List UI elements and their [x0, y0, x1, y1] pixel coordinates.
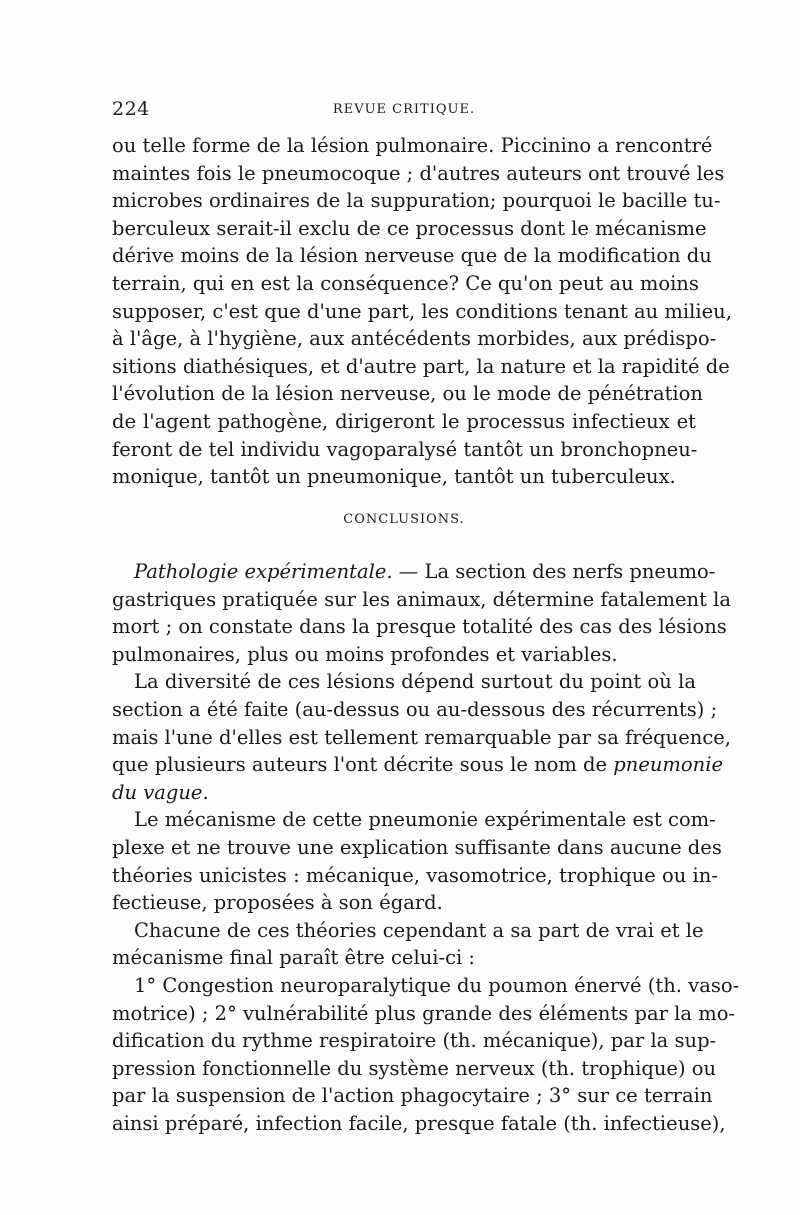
running-head [112, 96, 696, 126]
text-line [112, 779, 696, 807]
italic-heading: Pathologie expérimentale. [134, 560, 393, 583]
text-line: l'évolution de la lésion nerveuse, ou le mode de pénétration [112, 382, 703, 406]
journal-title: REVUE CRITIQUE. [332, 102, 476, 117]
text-line: Chacune de ces théories cependant a sa part de vrai et le [134, 918, 704, 942]
text-line: motrice) ; 2° vulnérabilité plus grande des éléments par la mo- [112, 1001, 736, 1025]
text-line: de l'agent pathogène, dirigeront le processus infectieux et [112, 409, 696, 433]
text-line [112, 751, 723, 779]
text-line: fectieuse, proposées à son égard. [112, 891, 443, 915]
text-line: ainsi préparé, infection facile, presque fatale (th. infectieuse), [112, 1111, 726, 1135]
text-line: maintes fois le pneumocoque ; d'autres auteurs ont trouvé les [112, 161, 725, 185]
text-line: par la suspension de l'action phagocytaire ; 3° sur ce terrain [112, 1084, 713, 1108]
text-line: La diversité de ces lésions dépend surtout du point où la [134, 670, 696, 694]
text-line: microbes ordinaires de la suppuration; pourquoi le bacille tu- [112, 189, 721, 213]
text-line: ou telle forme de la lésion pulmonaire. Piccinino a rencontré [112, 134, 713, 157]
text-line: pression fonctionnelle du système nerveux (th. trophique) ou [112, 1056, 717, 1080]
text-line: supposer, c'est que d'une part, les conditions tenant au milieu, [112, 299, 732, 323]
intro-paragraph [112, 132, 732, 491]
text-line: feront de tel individu vagoparalysé tantôt un bronchopneu- [112, 437, 698, 461]
text-line: section a été faite (au-dessus ou au-dessous des récurrents) ; [112, 697, 718, 721]
italic-term: pneumonie [613, 753, 723, 777]
text-line: mais l'une d'elles est tellement remarquable par sa fréquence, [112, 725, 731, 749]
text-fragment: que plusieurs auteurs l'ont décrite sous le nom de [112, 753, 614, 777]
text-line: théories unicistes : mécanique, vasomotrice, trophique ou in- [112, 863, 718, 887]
text-line: dification du rythme respiratoire (th. mécanique), par la sup- [112, 1029, 717, 1053]
text-fragment: — La section des nerfs pneumo- [392, 560, 716, 583]
text-line: mécanisme final paraît être celui-ci : [112, 946, 476, 970]
text-line: 1° Congestion neuroparalytique du poumon énervé (th. vaso- [134, 973, 740, 997]
section-heading: CONCLUSIONS. [343, 512, 465, 527]
page-number: 224 [112, 98, 150, 120]
text-line: pulmonaires, plus ou moins profondes et variables. [112, 642, 618, 666]
text-line: dérive moins de la lésion nerveuse que de la modification du [112, 244, 712, 268]
text-line: Le mécanisme de cette pneumonie expérimentale est com- [134, 808, 716, 832]
italic-term: du vague. [112, 780, 209, 804]
text-line: berculeux serait-il exclu de ce processus dont le mécanisme [112, 216, 707, 240]
text-line: terrain, qui en est la conséquence? Ce qu'on peut au moins [112, 271, 699, 295]
text-line: à l'âge, à l'hygiène, aux antécédents morbides, aux prédispo- [112, 327, 717, 351]
text-line [112, 558, 716, 586]
text-line: sitions diathésiques, et d'autre part, la nature et la rapidité de [112, 354, 730, 378]
text-line: plexe et ne trouve une explication suffisante dans aucune des [112, 835, 722, 859]
text-line: mort ; on constate dans la presque totalité des cas des lésions [112, 615, 727, 639]
conclusions-body [112, 558, 740, 1137]
text-line: gastriques pratiquée sur les animaux, détermine fatalement la [112, 587, 731, 611]
text-line: monique, tantôt un pneumonique, tantôt un tuberculeux. [112, 465, 676, 489]
